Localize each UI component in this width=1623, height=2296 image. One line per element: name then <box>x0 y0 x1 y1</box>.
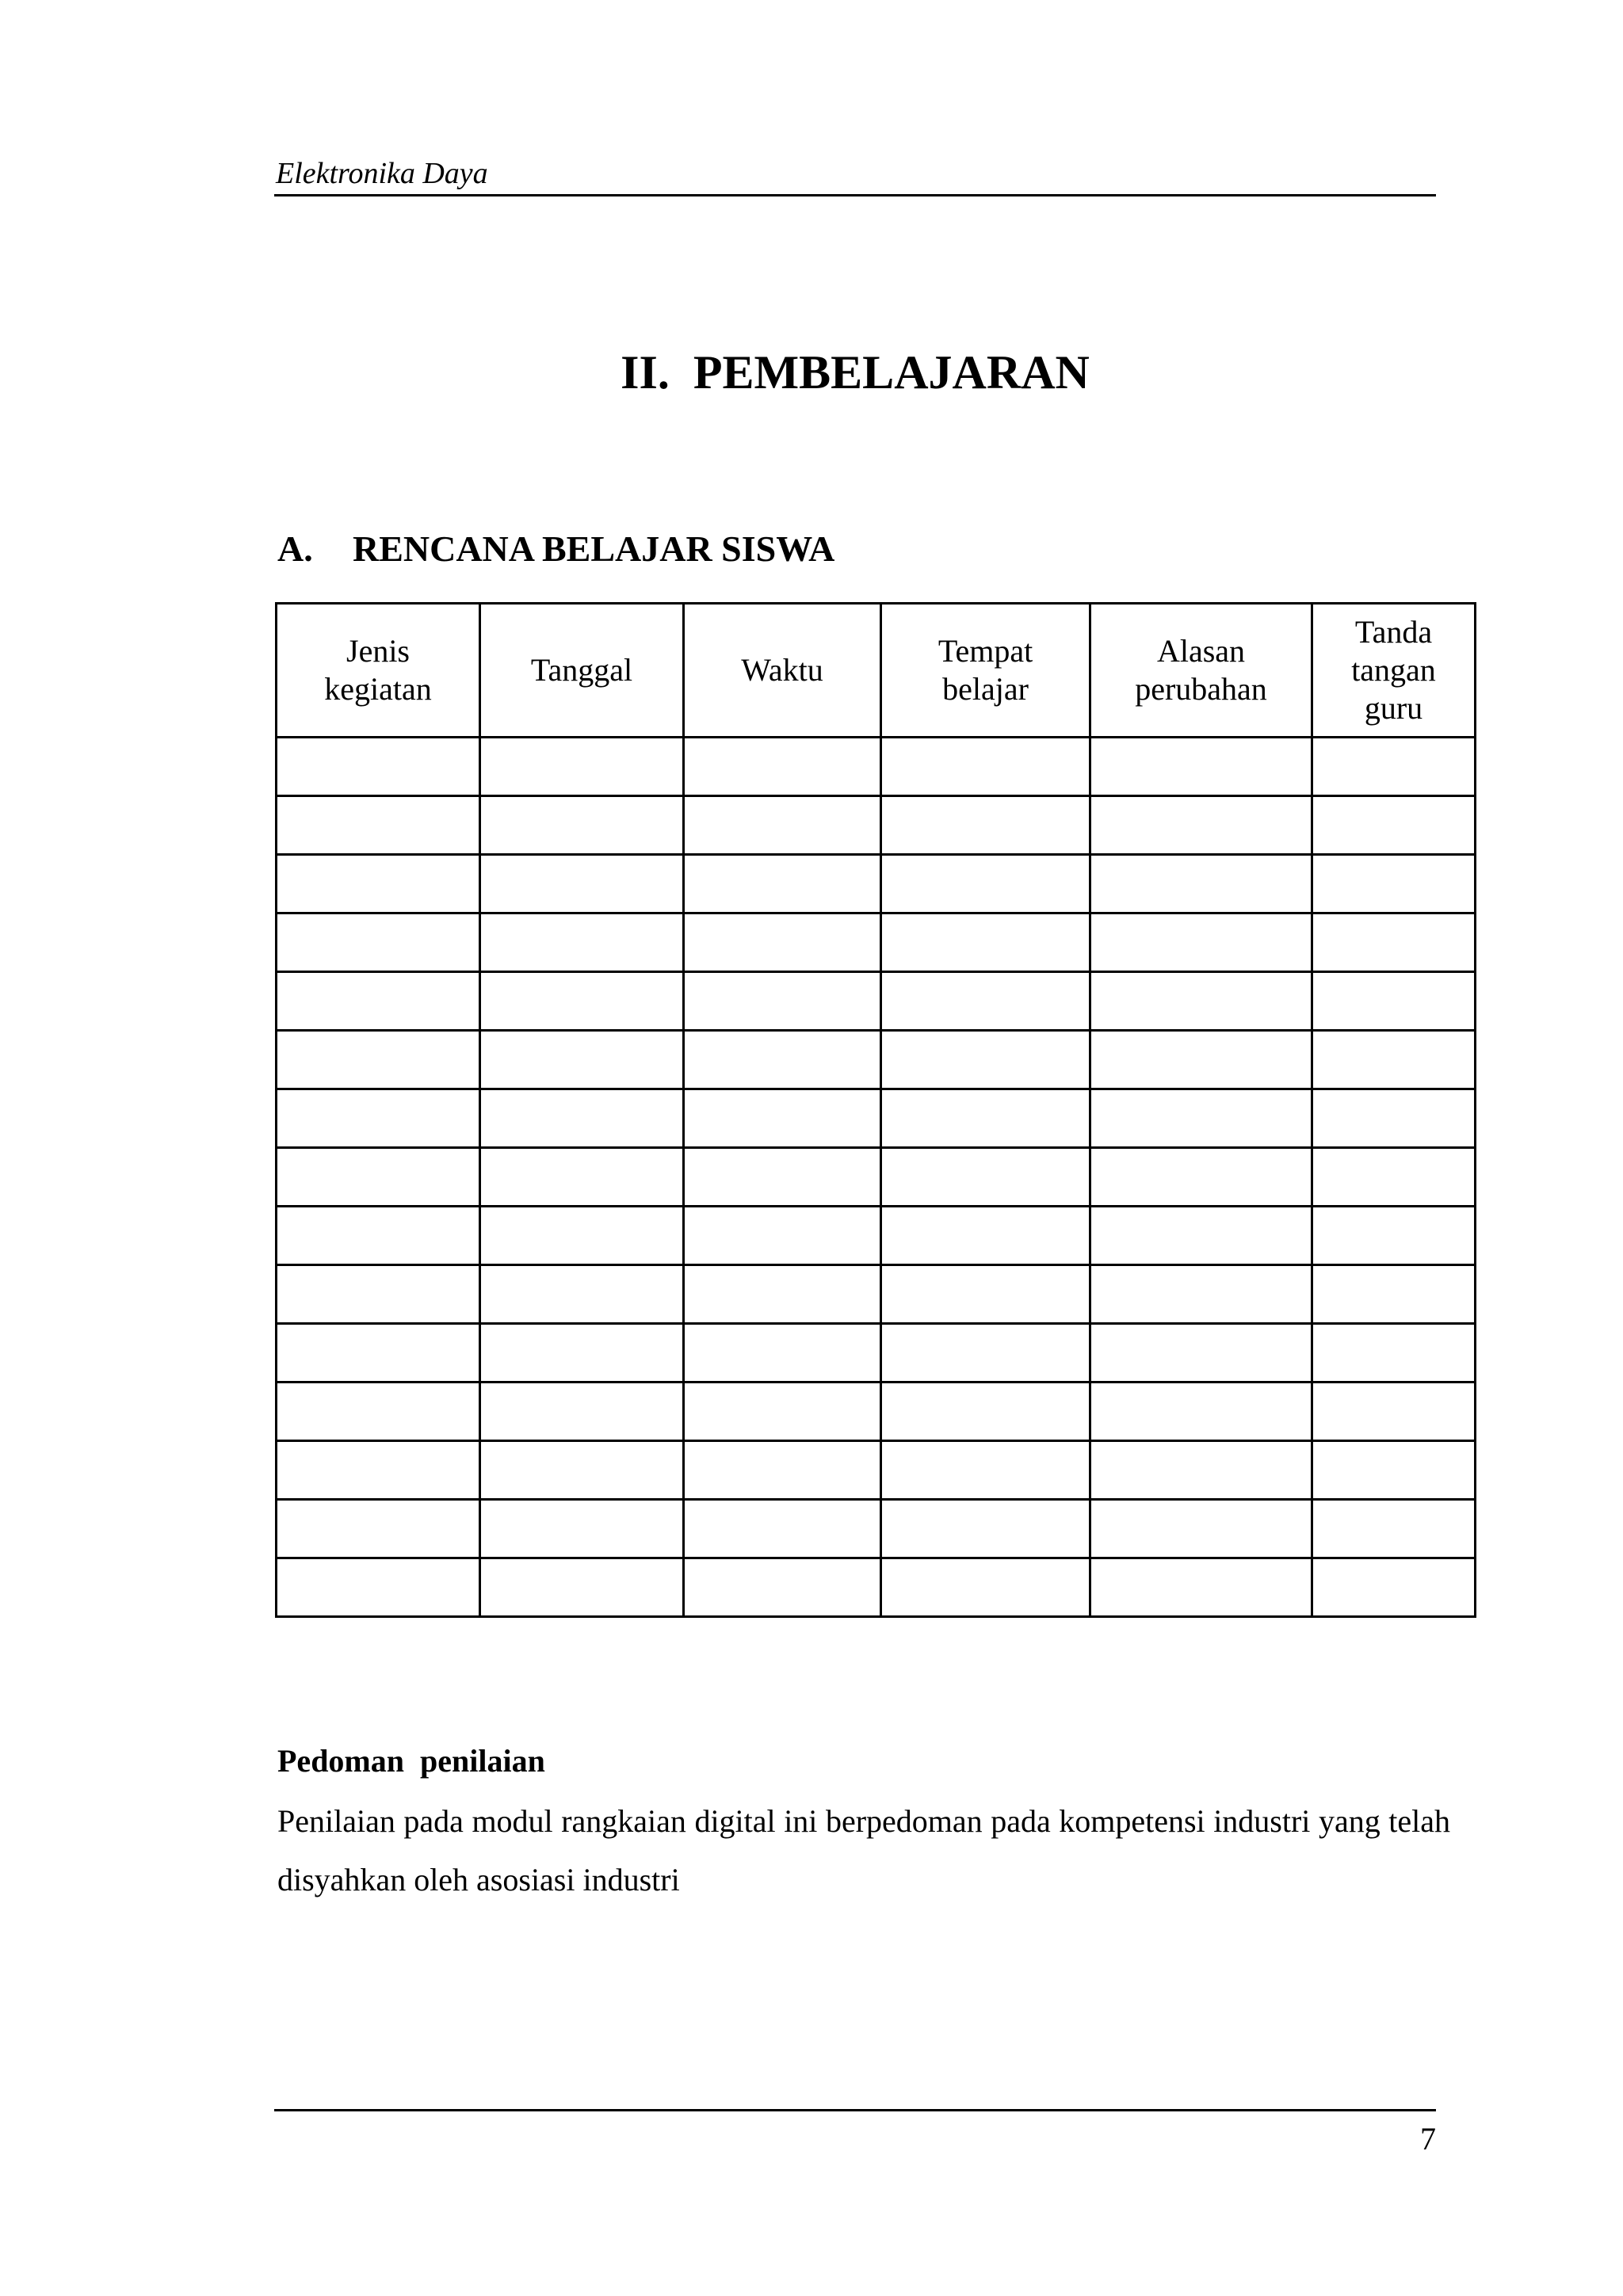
table-cell <box>1312 1265 1476 1324</box>
table-row <box>277 913 1476 972</box>
table-cell <box>277 1558 480 1617</box>
table-cell <box>684 1089 881 1148</box>
table-cell <box>684 796 881 855</box>
table-row <box>277 855 1476 913</box>
table-cell <box>1312 1207 1476 1265</box>
table-cell <box>277 1148 480 1207</box>
table-cell <box>1090 1324 1312 1383</box>
table-cell <box>480 855 684 913</box>
table-row <box>277 1265 1476 1324</box>
table-cell <box>1090 972 1312 1031</box>
table-header-row <box>277 604 1476 738</box>
table-cell <box>684 1324 881 1383</box>
table-cell <box>1312 1148 1476 1207</box>
table-cell <box>1090 1500 1312 1558</box>
table-cell <box>881 738 1090 796</box>
table-cell <box>480 1383 684 1441</box>
table-cell <box>684 1031 881 1089</box>
table-cell <box>480 738 684 796</box>
table-cell <box>1090 1383 1312 1441</box>
table-cell <box>480 1207 684 1265</box>
table-cell <box>1090 913 1312 972</box>
table-cell <box>1312 913 1476 972</box>
table-body <box>277 738 1476 1617</box>
table-cell <box>277 1383 480 1441</box>
table-cell <box>480 796 684 855</box>
table-cell <box>277 796 480 855</box>
table-cell <box>881 1089 1090 1148</box>
table-cell <box>1090 1031 1312 1089</box>
table-row <box>277 738 1476 796</box>
table-cell <box>1090 796 1312 855</box>
table-row <box>277 1383 1476 1441</box>
table-cell <box>684 1207 881 1265</box>
page-number: 7 <box>1420 2121 1436 2157</box>
column-header-reason: Alasan perubahan <box>1090 604 1312 738</box>
table-row <box>277 1324 1476 1383</box>
table-cell <box>1312 1031 1476 1089</box>
column-header-date: Tanggal <box>480 604 684 738</box>
table-cell <box>684 1383 881 1441</box>
table-cell <box>1090 1441 1312 1500</box>
table-cell <box>1090 1089 1312 1148</box>
table-cell <box>1312 738 1476 796</box>
table-cell <box>684 1441 881 1500</box>
table-cell <box>1090 855 1312 913</box>
table-cell <box>1090 1207 1312 1265</box>
study-plan-table <box>275 602 1476 1618</box>
table-cell <box>881 1324 1090 1383</box>
table-cell <box>480 1148 684 1207</box>
table-cell <box>684 1558 881 1617</box>
table-cell <box>684 913 881 972</box>
section-heading <box>277 528 835 569</box>
table-row <box>277 1089 1476 1148</box>
table-cell <box>277 1265 480 1324</box>
table-cell <box>480 972 684 1031</box>
table-cell <box>277 1324 480 1383</box>
table-cell <box>480 1500 684 1558</box>
column-header-place: Tempat belajar <box>881 604 1090 738</box>
table-cell <box>1312 855 1476 913</box>
table-row <box>277 1500 1476 1558</box>
chapter-title: II. PEMBELAJARAN <box>621 346 1090 399</box>
table-cell <box>881 1207 1090 1265</box>
column-header-activity: Jenis kegiatan <box>277 604 480 738</box>
table-cell <box>1312 1558 1476 1617</box>
table-cell <box>684 855 881 913</box>
table-cell <box>480 1031 684 1089</box>
table-cell <box>684 1500 881 1558</box>
table-cell <box>881 1383 1090 1441</box>
table-cell <box>277 1089 480 1148</box>
table-cell <box>1312 1383 1476 1441</box>
table-cell <box>1090 1148 1312 1207</box>
table-cell <box>881 796 1090 855</box>
table-row <box>277 1441 1476 1500</box>
table-cell <box>881 855 1090 913</box>
table-cell <box>277 738 480 796</box>
table-cell <box>277 913 480 972</box>
table-cell <box>277 1031 480 1089</box>
table-cell <box>881 913 1090 972</box>
table-cell <box>881 972 1090 1031</box>
table-row <box>277 1558 1476 1617</box>
table-row <box>277 796 1476 855</box>
table-cell <box>277 855 480 913</box>
table-cell <box>277 972 480 1031</box>
table-cell <box>684 972 881 1031</box>
table-row <box>277 1148 1476 1207</box>
table-cell <box>277 1207 480 1265</box>
table-cell <box>1312 1324 1476 1383</box>
table-cell <box>480 913 684 972</box>
section-title: RENCANA BELAJAR SISWA <box>353 528 835 569</box>
table-cell <box>1312 796 1476 855</box>
table-cell <box>881 1265 1090 1324</box>
table-cell <box>881 1500 1090 1558</box>
assessment-body: Penilaian pada modul rangkaian digital ini berpedoman pada kompetensi industri yang telah disyahkan oleh asosiasi industri <box>277 1803 1450 1897</box>
table-row <box>277 1031 1476 1089</box>
table-row <box>277 972 1476 1031</box>
assessment-title: Pedoman penilaian <box>277 1743 545 1779</box>
table-cell <box>480 1324 684 1383</box>
table-cell <box>1312 972 1476 1031</box>
table-cell <box>684 738 881 796</box>
column-header-signature: Tanda tangan guru <box>1312 604 1476 738</box>
header-rule <box>274 194 1436 196</box>
table-cell <box>881 1148 1090 1207</box>
table-cell <box>1312 1089 1476 1148</box>
table-cell <box>881 1558 1090 1617</box>
table-cell <box>277 1441 480 1500</box>
table-cell <box>480 1558 684 1617</box>
table-cell <box>881 1031 1090 1089</box>
table-cell <box>277 1500 480 1558</box>
table-cell <box>1090 738 1312 796</box>
table-cell <box>684 1148 881 1207</box>
running-header: Elektronika Daya <box>276 157 488 190</box>
table-row <box>277 1207 1476 1265</box>
table-cell <box>684 1265 881 1324</box>
table-cell <box>480 1441 684 1500</box>
table-cell <box>1312 1500 1476 1558</box>
table-cell <box>881 1441 1090 1500</box>
section-number: A. <box>277 528 313 569</box>
table-cell <box>1090 1265 1312 1324</box>
table-cell <box>1090 1558 1312 1617</box>
table-cell <box>480 1089 684 1148</box>
table-cell <box>1312 1441 1476 1500</box>
column-header-time: Waktu <box>684 604 881 738</box>
table-cell <box>480 1265 684 1324</box>
footer-rule <box>274 2109 1436 2111</box>
